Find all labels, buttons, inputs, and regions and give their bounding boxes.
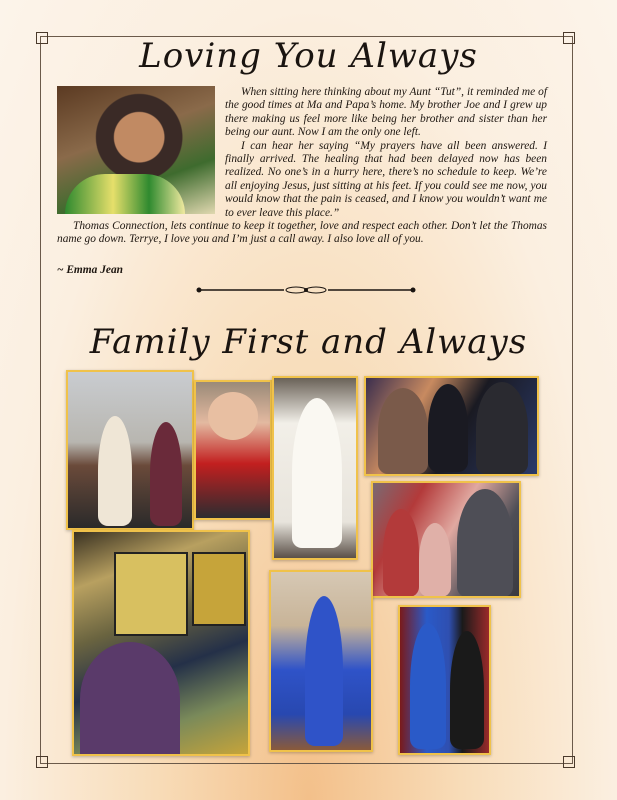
tribute-paragraph: Thomas Connection, lets continue to keep it together, love and respect each other. Don’t let the Thomas name go down. Terrye, I love you and I’m just a call away. I also love all of you. — [57, 220, 547, 246]
father-children-photo — [371, 481, 521, 598]
page-title: Loving You Always — [139, 36, 478, 76]
gallery-title: Family First and Always — [89, 322, 528, 362]
corner-ornament-bottom-left — [36, 756, 48, 768]
wedding-photo — [272, 376, 358, 560]
casino-slot-machine-photo — [72, 530, 250, 756]
portrait-photo — [57, 86, 215, 214]
ornamental-divider — [196, 286, 416, 294]
baby-photo — [194, 380, 272, 520]
family-group-photo — [364, 376, 539, 476]
corner-ornament-bottom-right — [563, 756, 575, 768]
couple-photo — [398, 605, 491, 755]
family-photo-outdoor — [66, 370, 194, 530]
signature: ~ Emma Jean — [57, 264, 123, 276]
tribute-paragraph: When sitting here thinking about my Aunt “Tut”, it reminded me of the good times at Ma and Papa’s home. My brother Joe and I grew up there making us feel more like being her brother and sister than her being our aunt. Now I am the only one left. — [225, 86, 547, 139]
prom-dress-photo — [269, 570, 373, 752]
tribute-paragraph: I can hear her saying “My prayers have all been answered. I finally arrived. The healing that had been delayed now has been realized. No one’s in a hurry here, there’s no schedule to keep. We’re all enjoying Jesus, just sitting at his feet. If you could see me now, you would know that the pain is ceased, and I know you wouldn’t want me to ever leave this place.” — [225, 139, 547, 219]
tribute-text — [57, 86, 547, 247]
